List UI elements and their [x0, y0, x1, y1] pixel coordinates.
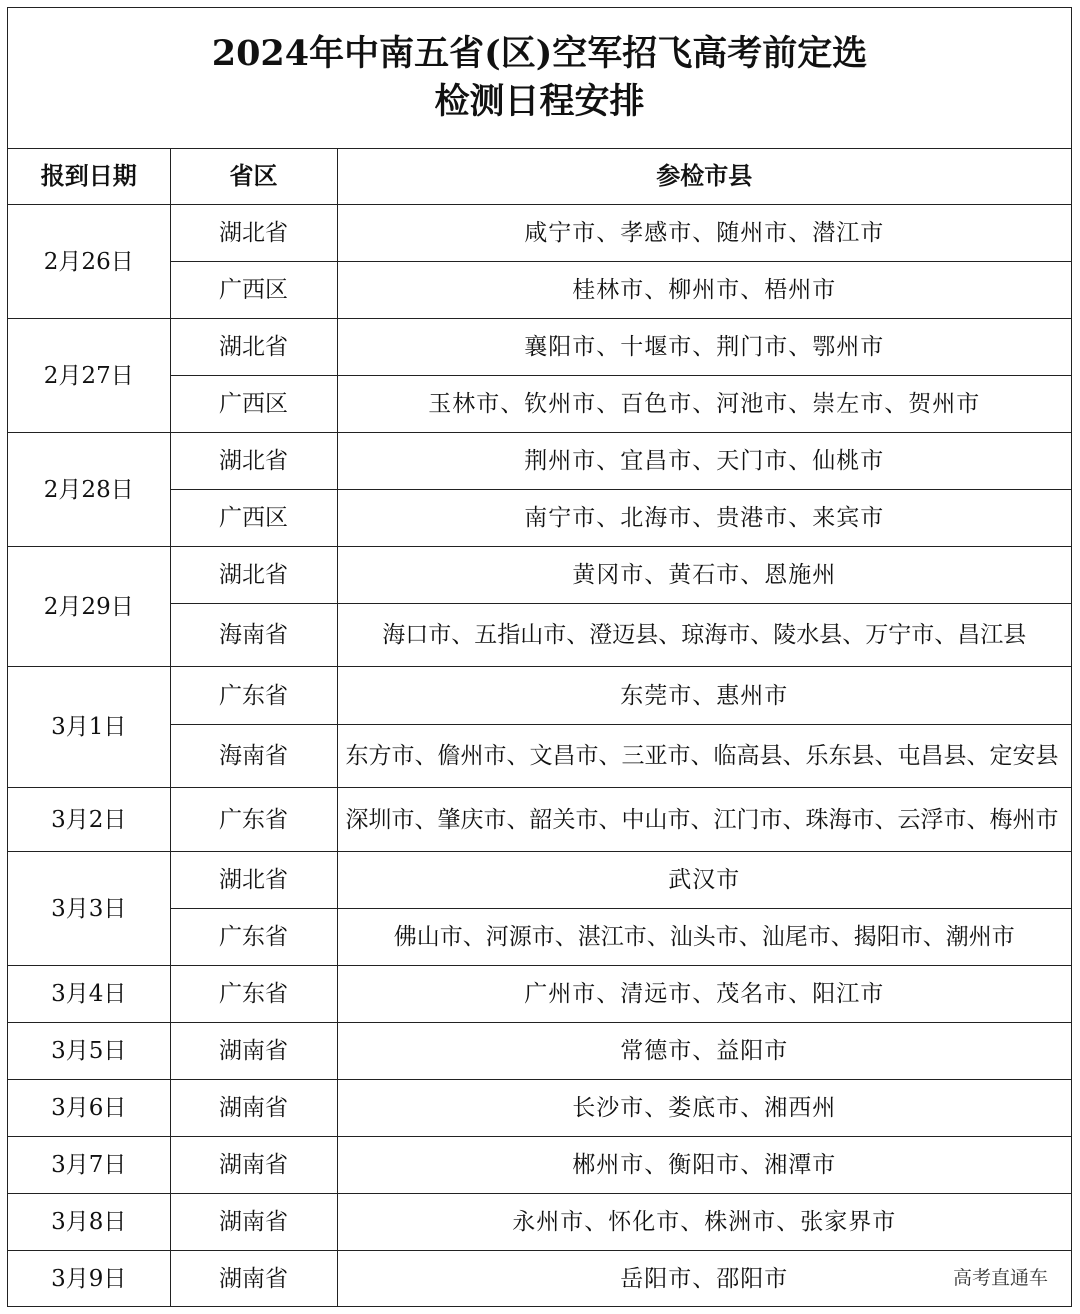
table-header-row [8, 148, 1071, 205]
cities-cell: 常德市、益阳市 [337, 1023, 1071, 1080]
cities-cell: 长沙市、娄底市、湘西州 [337, 1080, 1071, 1137]
province-cell: 广东省 [170, 667, 337, 725]
table-row [8, 1137, 1071, 1194]
province-cell: 广西区 [170, 376, 337, 433]
province-cell: 广西区 [170, 490, 337, 547]
province-cell: 湖北省 [170, 433, 337, 490]
table-row [8, 547, 1071, 604]
cities-cell: 佛山市、河源市、湛江市、汕头市、汕尾市、揭阳市、潮州市 [337, 909, 1071, 966]
date-cell: 2月29日 [8, 547, 170, 667]
date-cell: 3月3日 [8, 852, 170, 966]
cities-cell: 黄冈市、黄石市、恩施州 [337, 547, 1071, 604]
cities-cell: 海口市、五指山市、澄迈县、琼海市、陵水县、万宁市、昌江县 [337, 604, 1071, 667]
province-cell: 湖北省 [170, 852, 337, 909]
schedule-table-wrap [8, 148, 1071, 1307]
province-cell: 广西区 [170, 262, 337, 319]
table-row [8, 1251, 1071, 1307]
table-row [8, 667, 1071, 725]
cities-cell: 东莞市、惠州市 [337, 667, 1071, 725]
page-title [8, 8, 1071, 149]
table-row [8, 1080, 1071, 1137]
date-cell: 2月27日 [8, 319, 170, 433]
table-row [8, 852, 1071, 909]
cities-cell: 永州市、怀化市、株洲市、张家界市 [337, 1194, 1071, 1251]
date-cell: 3月2日 [8, 788, 170, 852]
province-cell: 湖南省 [170, 1080, 337, 1137]
cities-cell: 南宁市、北海市、贵港市、来宾市 [337, 490, 1071, 547]
cities-cell: 襄阳市、十堰市、荆门市、鄂州市 [337, 319, 1071, 376]
province-cell: 广东省 [170, 909, 337, 966]
header-province: 省区 [170, 148, 337, 205]
date-cell: 3月4日 [8, 966, 170, 1023]
cities-cell: 荆州市、宜昌市、天门市、仙桃市 [337, 433, 1071, 490]
date-cell: 2月26日 [8, 205, 170, 319]
table-row [8, 966, 1071, 1023]
province-cell: 湖南省 [170, 1137, 337, 1194]
cities-cell: 深圳市、肇庆市、韶关市、中山市、江门市、珠海市、云浮市、梅州市 [337, 788, 1071, 852]
cities-cell: 郴州市、衡阳市、湘潭市 [337, 1137, 1071, 1194]
date-cell: 3月6日 [8, 1080, 170, 1137]
province-cell: 海南省 [170, 604, 337, 667]
table-row [8, 788, 1071, 852]
date-cell: 3月9日 [8, 1251, 170, 1307]
table-row [8, 433, 1071, 490]
table-row [8, 205, 1071, 262]
cities-cell: 武汉市 [337, 852, 1071, 909]
cities-cell: 广州市、清远市、茂名市、阳江市 [337, 966, 1071, 1023]
cities-cell: 岳阳市、邵阳市 [337, 1251, 1071, 1307]
table-row [8, 1023, 1071, 1080]
table-row [8, 1194, 1071, 1251]
cities-cell: 东方市、儋州市、文昌市、三亚市、临高县、乐东县、屯昌县、定安县 [337, 725, 1071, 788]
header-cities: 参检市县 [337, 148, 1071, 205]
province-cell: 湖南省 [170, 1251, 337, 1307]
header-date: 报到日期 [8, 148, 170, 205]
province-cell: 广东省 [170, 788, 337, 852]
date-cell: 3月8日 [8, 1194, 170, 1251]
date-cell: 3月5日 [8, 1023, 170, 1080]
province-cell: 湖南省 [170, 1023, 337, 1080]
table-row [8, 319, 1071, 376]
date-cell: 2月28日 [8, 433, 170, 547]
title-line-1: 2024年中南五省(区)空军招飞高考前定选 [211, 33, 868, 74]
title-line-2: 检测日程安排 [434, 81, 645, 122]
province-cell: 海南省 [170, 725, 337, 788]
cities-cell: 桂林市、柳州市、梧州市 [337, 262, 1071, 319]
schedule-table [8, 148, 1071, 1307]
cities-cell: 玉林市、钦州市、百色市、河池市、崇左市、贺州市 [337, 376, 1071, 433]
schedule-sheet [7, 7, 1072, 1307]
province-cell: 湖北省 [170, 319, 337, 376]
province-cell: 广东省 [170, 966, 337, 1023]
province-cell: 湖北省 [170, 205, 337, 262]
cities-cell: 咸宁市、孝感市、随州市、潜江市 [337, 205, 1071, 262]
date-cell: 3月1日 [8, 667, 170, 788]
province-cell: 湖南省 [170, 1194, 337, 1251]
watermark-text: 高考直通车 [949, 1261, 1052, 1292]
province-cell: 湖北省 [170, 547, 337, 604]
date-cell: 3月7日 [8, 1137, 170, 1194]
